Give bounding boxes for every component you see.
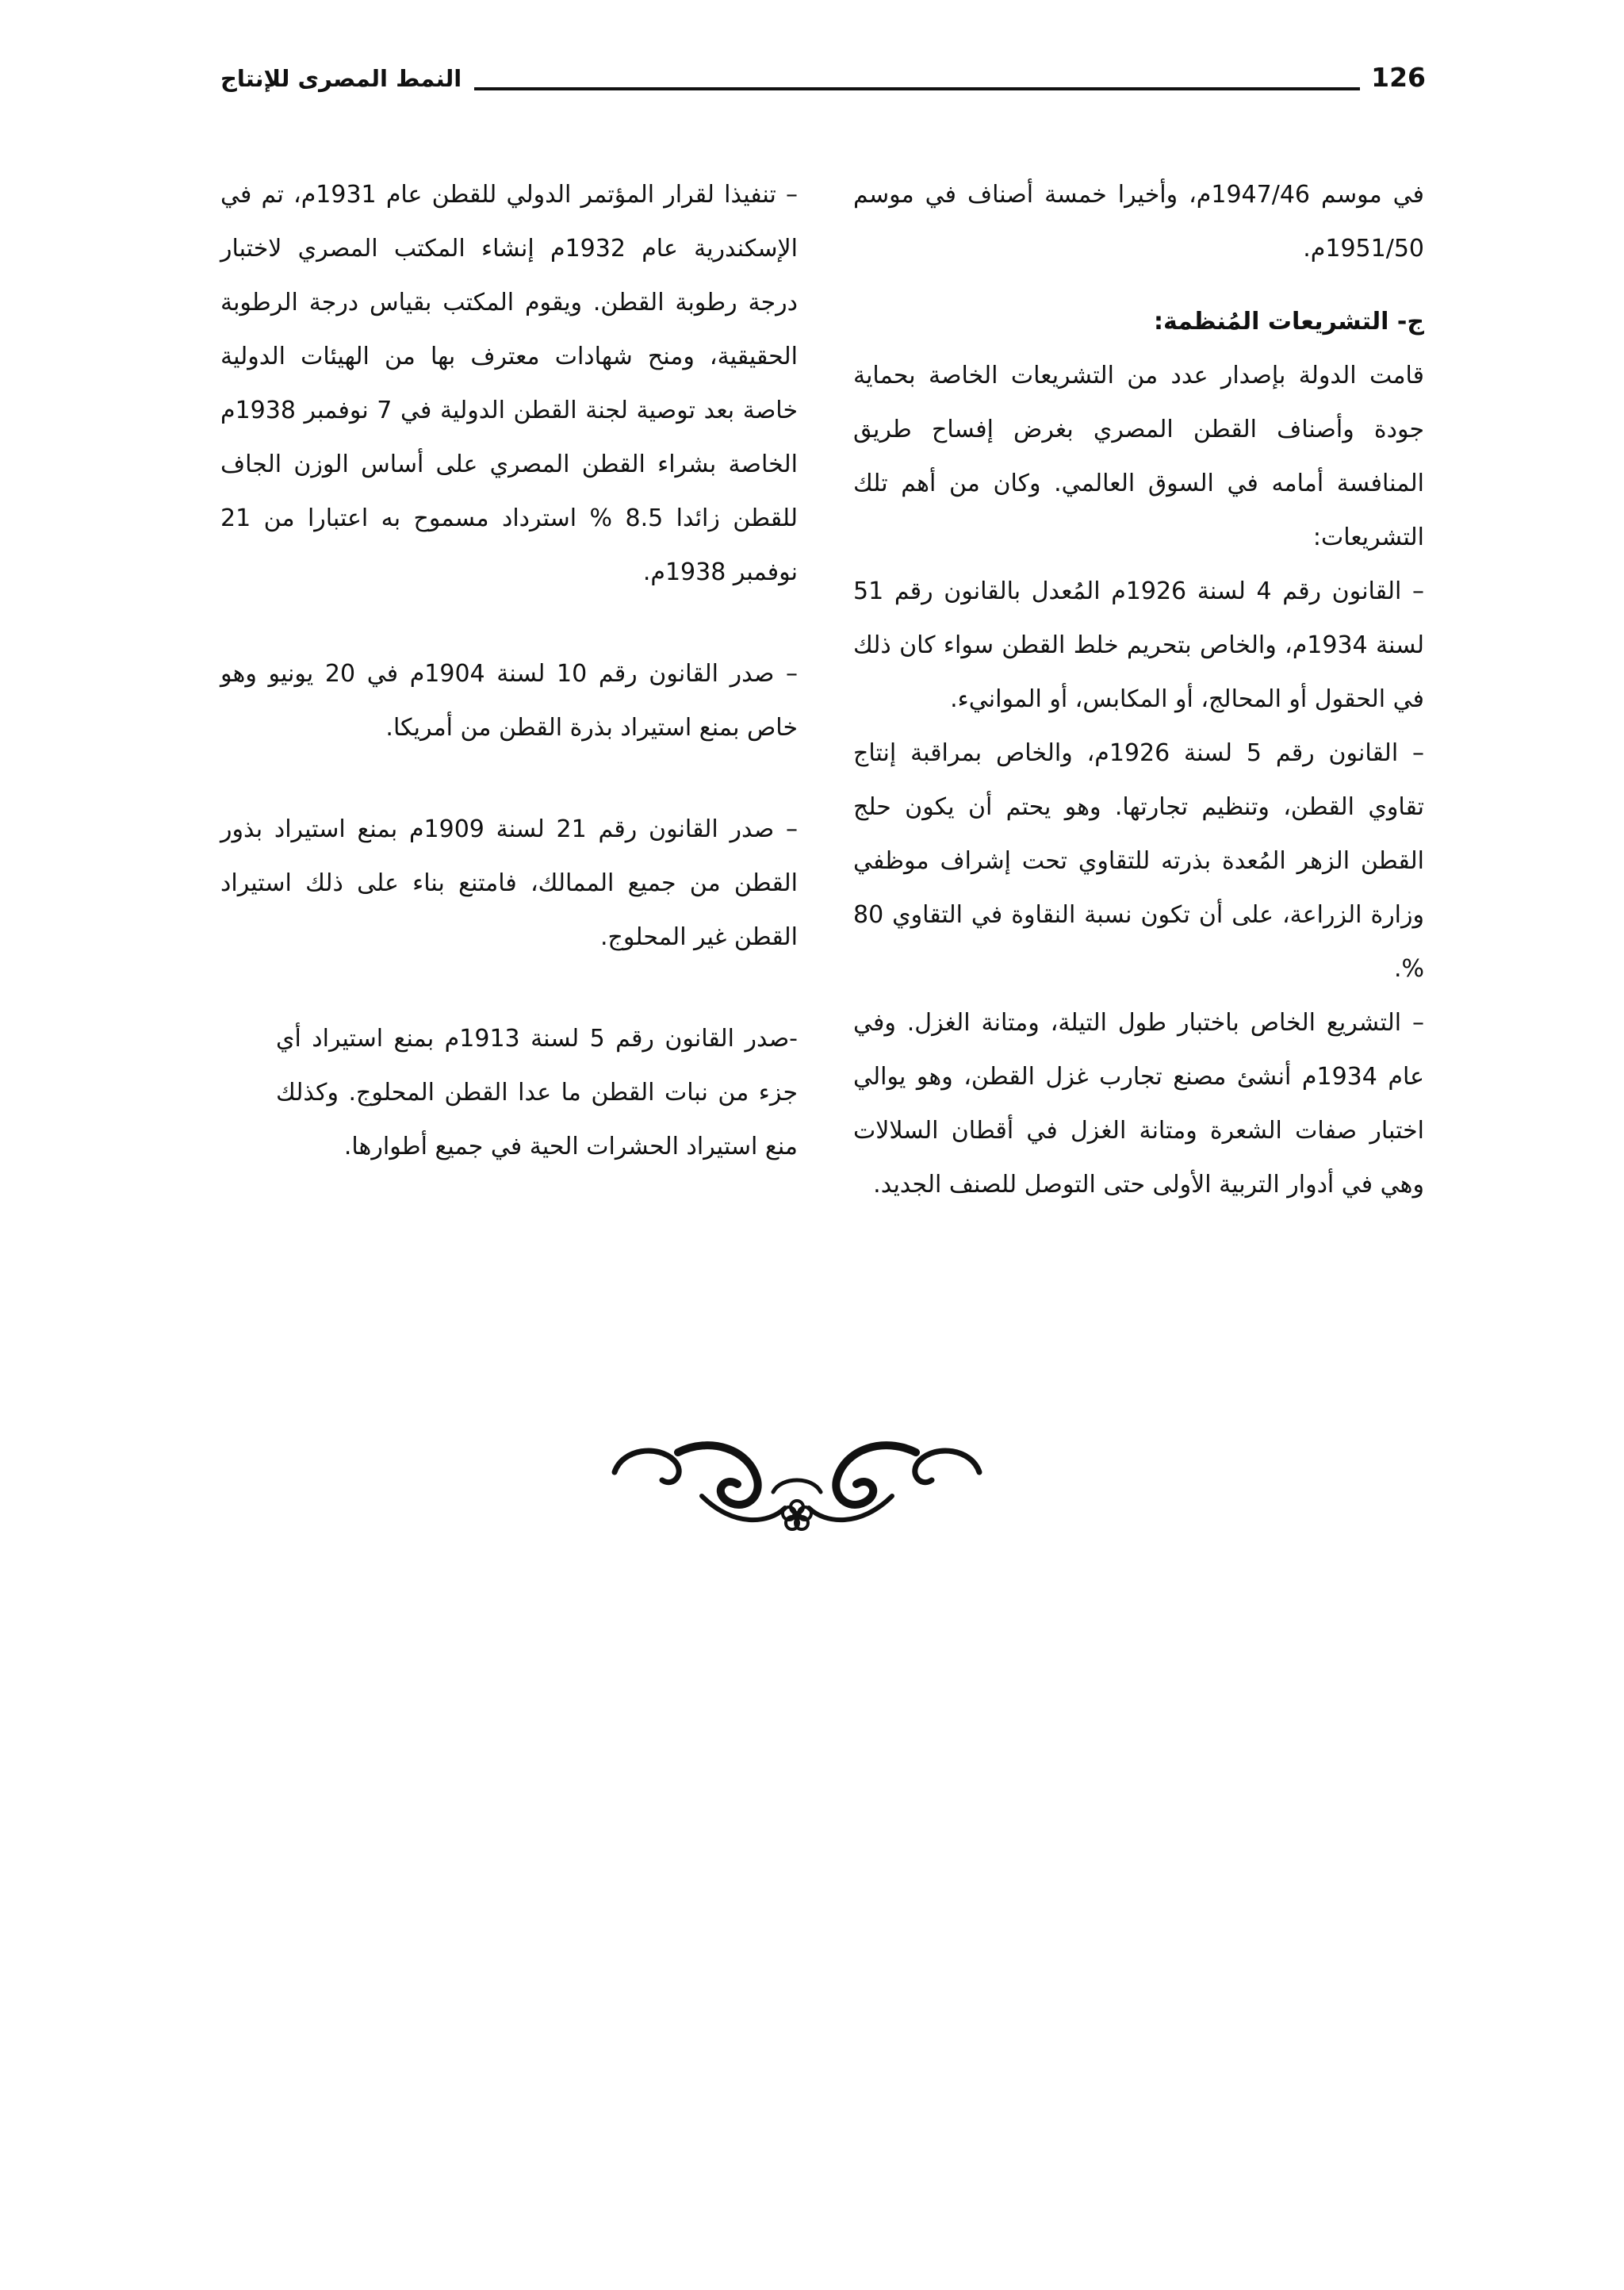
running-header bbox=[220, 57, 1426, 105]
legislation-item: – القانون رقم 5 لسنة 1926م، والخاص بمراقبة إنتاج تقاوي القطن، وتنظيم تجارتها. وهو يحتم أن يكون حلج القطن الزهر المُعدة بذرته للتقاوي تحت إشراف موظفي وزارة الزراعة، على أن تكون نسبة النقاوة في التقاوي 80 %. bbox=[853, 739, 1425, 983]
left-column bbox=[220, 168, 798, 1174]
page-number: 126 bbox=[1360, 62, 1426, 93]
legislation-item: – صدر القانون رقم 10 لسنة 1904م في 20 يونيو وهو خاص بمنع استيراد بذرة القطن من أمريكا. bbox=[220, 660, 798, 742]
section-heading: ج- التشريعات المُنظمة: bbox=[1154, 308, 1424, 336]
floral-scroll-divider-icon bbox=[599, 1417, 995, 1544]
legislation-item: – صدر القانون رقم 21 لسنة 1909م بمنع استيراد بذور القطن من جميع الممالك، فامتنع بناء على ذلك استيراد القطن غير المحلوج. bbox=[220, 815, 798, 951]
section-intro-paragraph: قامت الدولة بإصدار عدد من التشريعات الخاصة بحماية جودة وأصناف القطن المصري بغرض إفساح طريق المنافسة أمامه في السوق العالمي. وكان من أهم تلك التشريعات: bbox=[853, 362, 1424, 551]
legislation-item: – التشريع الخاص باختبار طول التيلة، ومتانة الغزل. وفي عام 1934م أنشئ مصنع تجارب غزل القطن، وهو يوالي اختبار صفات الشعرة ومتانة الغزل في أقطان السلالات وهي في أدوار التربية الأولى حتى التوصل للصنف الجديد. bbox=[853, 1009, 1425, 1199]
running-title: النمط المصرى للإنتاج bbox=[220, 65, 474, 92]
legislation-item: – القانون رقم 4 لسنة 1926م المُعدل بالقانون رقم 51 لسنة 1934م، والخاص بتحريم خلط القطن سواء كان ذلك في الحقول أو المحالج، أو المكابس، أو الموانيء. bbox=[853, 577, 1425, 713]
right-column bbox=[853, 168, 1424, 1212]
intro-paragraph: في موسم 1947/46م، وأخيرا خمسة أصناف في موسم 1951/50م. bbox=[853, 181, 1424, 263]
legislation-item: -صدر القانون رقم 5 لسنة 1913م بمنع استيراد أي جزء من نبات القطن ما عدا القطن المحلوج. وكذلك منع استيراد الحشرات الحية في جميع أطوارها. bbox=[276, 1025, 798, 1160]
legislation-item: – تنفيذا لقرار المؤتمر الدولي للقطن عام 1931م، تم في الإسكندرية عام 1932م إنشاء المكتب المصري لاختبار درجة رطوبة القطن. ويقوم المكتب بقياس درجة الرطوبة الحقيقية، ومنح شهادات معترف بها من الهيئات الدولية خاصة بعد توصية لجنة القطن الدولية في 7 نوفمبر 1938م الخاصة بشراء القطن المصري على أساس الوزن الجاف للقطن زائدا 8.5 % استرداد مسموح به اعتبارا من 21 نوفمبر 1938م. bbox=[220, 181, 798, 586]
